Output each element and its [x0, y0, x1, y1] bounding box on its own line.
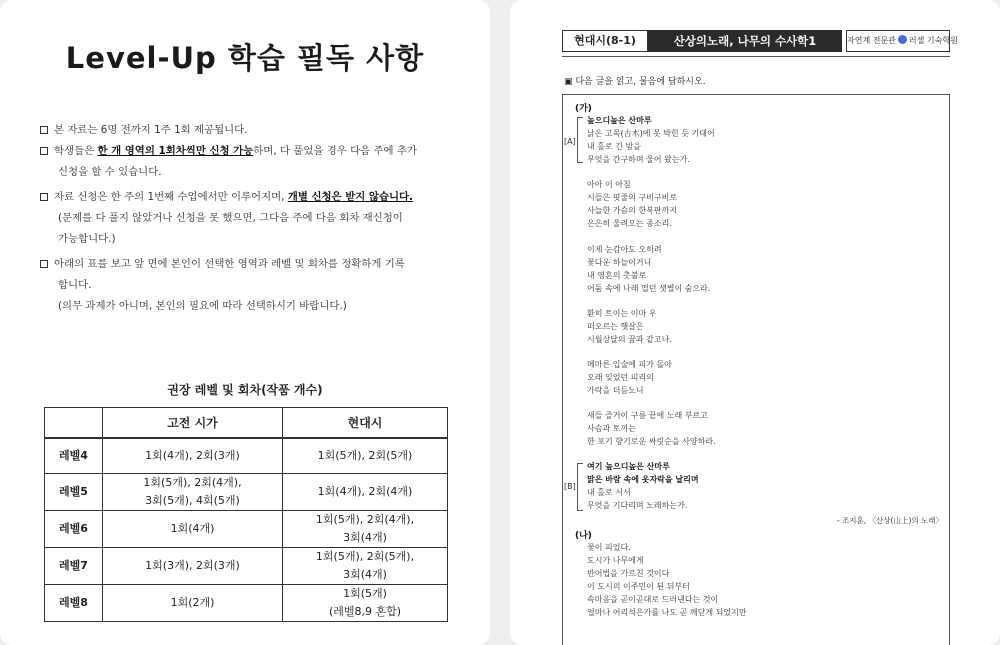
- poem-line: 아아 이 아침: [587, 180, 631, 189]
- cell-line: 1회(5개), 2회(5개): [317, 448, 413, 462]
- poem-line: 속마음을 곧이곧대로 드러낸다는 것이: [587, 595, 719, 604]
- modern-cell: [283, 511, 448, 548]
- notice-text: 자료 신청은 한 주의 1번째 수업에서만 이루어지며,: [54, 191, 288, 203]
- unit-code: 현대시(8-1): [562, 30, 648, 52]
- poem-line: [587, 115, 652, 126]
- cell-line: 3회(5개), 4회(5개): [145, 494, 240, 507]
- recommendation-table: [44, 407, 448, 622]
- level-cell: 레벨8: [45, 585, 103, 622]
- cell-line: 3회(4개): [343, 531, 387, 544]
- section-label: (가): [575, 104, 592, 114]
- poem-line: 무엇을 간구하며 울어 왔는가.: [587, 155, 690, 164]
- brand-text: 러셀 기숙학원: [908, 36, 958, 45]
- cell-line: 3회(4개): [343, 568, 387, 581]
- table-row: [45, 548, 448, 585]
- poem-line: [587, 461, 670, 472]
- table-header-cell: 현대시: [283, 408, 448, 438]
- poem-line: 내 홀로 서서: [587, 488, 631, 497]
- cell-line: 1회(5개), 2회(4개),: [143, 476, 242, 489]
- poem-line: 새들 즐거이 구름 끝에 노래 부르고: [587, 411, 708, 420]
- poem-line: 가락을 더듬노니: [587, 386, 644, 395]
- level-cell: 레벨6: [45, 511, 103, 548]
- poem-line: 메마른 입술에 피가 돌아: [587, 360, 672, 369]
- poem-line: 이 도시의 이주민이 된 뒤부터: [587, 582, 690, 591]
- cell-line: 1회(5개), 2회(4개),: [315, 513, 415, 526]
- poem-line: 얼마나 어리석은가를 나도 곧 깨닫게 되었지만: [587, 608, 747, 617]
- poem-line: 시들은 핏줄의 구비구비로: [587, 193, 678, 202]
- notice-text: 학생들은: [54, 145, 98, 157]
- notice-item-3: [40, 187, 450, 250]
- checkbox-icon: [40, 260, 48, 268]
- poem-line: [587, 474, 699, 485]
- table-row: [45, 474, 448, 511]
- notice-item-1: [40, 120, 450, 141]
- level-cell: 레벨7: [45, 548, 103, 585]
- notice-emphasis: 개별 신청은 받지 않습니다.: [287, 191, 413, 203]
- cell-line: 1회(2개): [170, 596, 215, 609]
- notice-text: (의무 과제가 아니며, 본인의 필요에 따라 선택하시기 바랍니다.): [58, 300, 347, 312]
- section-label: (나): [575, 531, 592, 541]
- divider: [562, 56, 950, 57]
- poem-line: 사늘한 가슴의 한복판까지: [587, 206, 678, 215]
- table-header-cell: [45, 408, 103, 438]
- classic-cell: [103, 474, 283, 511]
- poem-line: 환히 트이는 이마 우: [587, 309, 657, 318]
- notice-text: 아래의 표를 보고 앞 면에 본인이 선택한 영역과 레벨 및 회차를 정확하게 기록: [54, 258, 405, 270]
- notice-text: 가능합니다.): [58, 233, 116, 245]
- bracket-a: [577, 117, 583, 163]
- poem-text: 높으디높은 산마루: [587, 116, 652, 125]
- poem-line: 이제 눈감아도 오히려: [587, 245, 662, 254]
- poem-line: 내 영혼의 촛불로: [587, 271, 647, 280]
- poem-line: 오래 잊었던 피리의: [587, 373, 654, 382]
- unit-title: 산상의노래, 나무의 수사학1: [648, 30, 842, 52]
- checkbox-icon: [40, 147, 48, 155]
- notice-list: [40, 120, 450, 317]
- left-page: [0, 0, 490, 645]
- notice-emphasis: 한 개 영역의 1회차씩만 신청 가능: [97, 145, 254, 157]
- modern-cell: [283, 585, 448, 622]
- poem-line: 내 홀로 긴 밤을: [587, 142, 641, 151]
- poem-line: 무엇을 기다리며 노래하는가.: [587, 501, 688, 510]
- passage-box: [562, 94, 950, 645]
- table-row: [45, 585, 448, 622]
- poem-line: 떠오르는 햇살은: [587, 322, 644, 331]
- instruction: ▣ 다음 글을 읽고, 물음에 답하시오.: [564, 77, 706, 87]
- cell-line: 1회(3개), 2회(3개): [145, 559, 240, 572]
- cell-line: 1회(4개): [170, 522, 215, 535]
- table-row: [45, 438, 448, 474]
- worksheet-header: [562, 30, 958, 52]
- poem-line: 은은히 울려오는 종소리.: [587, 219, 672, 228]
- table-row: [45, 511, 448, 548]
- brand-text: 자연계 전문관: [847, 36, 896, 45]
- level-cell: 레벨5: [45, 474, 103, 511]
- poem-line: 시월상달의 꿈과 같고나.: [587, 335, 672, 344]
- poem-line: 낡은 고목(古木)에 못 박힌 듯 기대어: [587, 129, 715, 138]
- notice-text: 하며, 다 풀었을 경우 다음 주에 추가: [253, 145, 417, 157]
- poem-line: 사슴과 토끼는: [587, 424, 636, 433]
- table-header-cell: 고전 시가: [103, 408, 283, 438]
- cell-line: 1회(4개), 2회(4개): [317, 485, 413, 498]
- table-caption: 권장 레벨 및 회차(작품 개수): [167, 383, 323, 397]
- modern-cell: [283, 438, 448, 474]
- poem-line: 반어법을 가르친 것이다: [587, 569, 670, 578]
- right-page: [510, 0, 1000, 645]
- checkbox-icon: [40, 193, 48, 201]
- poem-line: 꽃다운 하늘이거니: [587, 258, 652, 267]
- classic-cell: [103, 511, 283, 548]
- brand-box: [846, 30, 958, 52]
- classic-cell: [103, 585, 283, 622]
- modern-cell: [283, 548, 448, 585]
- poem-text: 맑은 바람 속에 옷자락을 날리며: [587, 475, 699, 484]
- cell-line: 1회(5개): [343, 587, 387, 600]
- notice-item-2: [40, 141, 450, 183]
- poem-line: 어둠 속에 나래 떨던 샛별이 숨으라.: [587, 284, 711, 293]
- notice-text: 신청을 할 수 있습니다.: [58, 166, 162, 178]
- cell-line: 1회(5개), 2회(5개),: [315, 550, 415, 563]
- table-header-row: [45, 408, 448, 438]
- poem-credit: - 조지훈, 〈산상(山上)의 노래〉: [836, 516, 943, 525]
- cell-line: 1회(4개), 2회(3개): [145, 448, 240, 462]
- bracket-label: [B]: [564, 482, 576, 491]
- poem-line: 꽃이 피었다.: [587, 543, 631, 552]
- bracket-label: [A]: [564, 137, 576, 146]
- brand-logo-icon: [898, 35, 907, 44]
- page-title: Level-Up 학습 필독 사항: [65, 41, 425, 75]
- bracket-b: [577, 463, 583, 511]
- classic-cell: [103, 548, 283, 585]
- checkbox-icon: [40, 126, 48, 134]
- notice-text: (문제를 다 풀지 않았거나 신청을 못 했으면, 그다음 주에 다음 회차 재신청이: [58, 212, 403, 224]
- cell-line: (레벨8,9 혼합): [328, 605, 402, 618]
- poem-line: 도시가 나무에게: [587, 556, 644, 565]
- level-cell: 레벨4: [45, 438, 103, 474]
- notice-item-4: [40, 254, 450, 317]
- notice-text: 본 자료는 6명 전까지 1주 1회 제공됩니다.: [54, 124, 248, 136]
- poem-text: 여기 높으디높은 산마루: [587, 462, 670, 471]
- classic-cell: [103, 438, 283, 474]
- notice-text: 합니다.: [58, 279, 92, 291]
- modern-cell: [283, 474, 448, 511]
- poem-line: 한 포기 향기로운 싸릿순을 사양하라.: [587, 437, 716, 446]
